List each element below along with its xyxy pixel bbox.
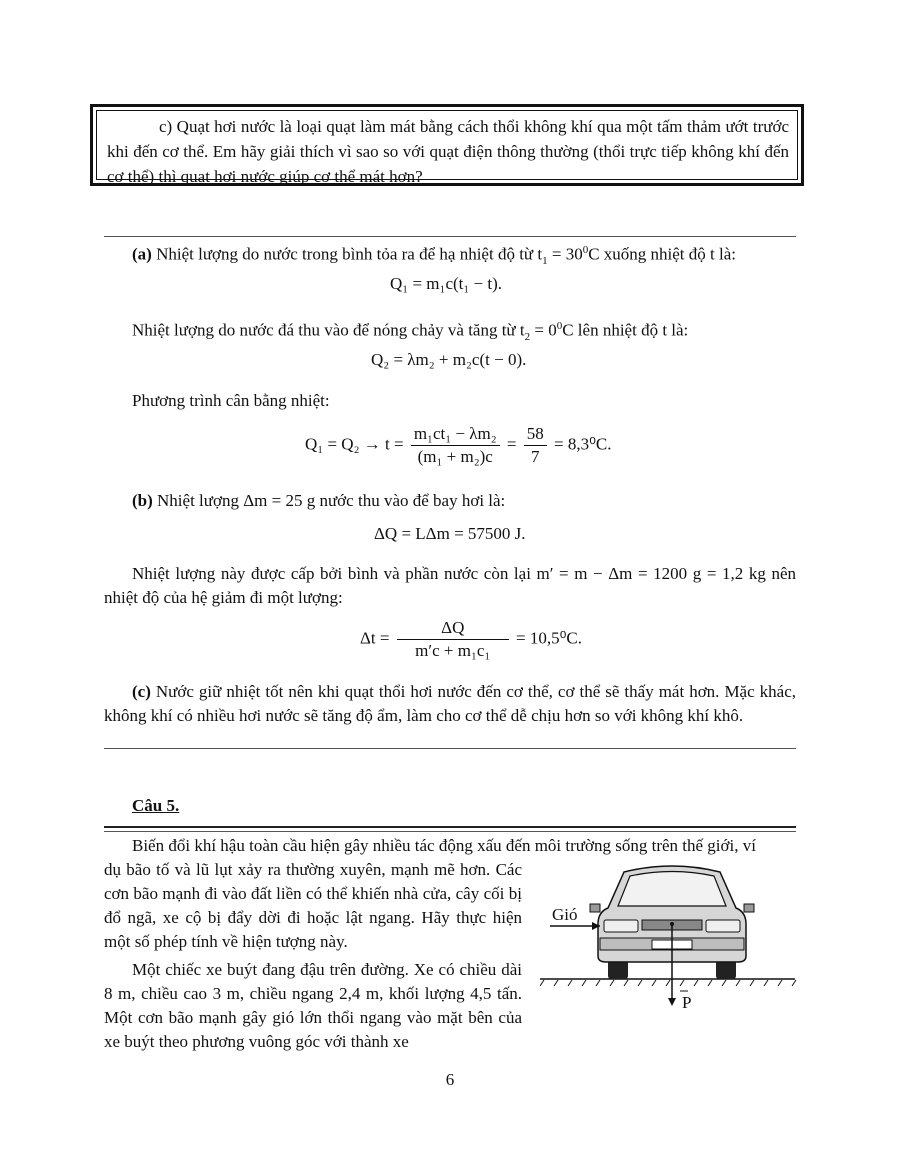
weight-label: P [682,993,692,1012]
weight-arrowhead [668,998,676,1006]
question-5-rule-2 [104,831,796,832]
page-number: 6 [445,1070,455,1089]
center-of-mass-dot [670,922,674,926]
equation-q1: Q₁ = m₁c(t₁ − t). [390,274,503,293]
equation-dt: Δt = $\frac{\Delta Q}{\text{m′c + m₁c₁}}$ = 10,5⁰C. [360,618,582,660]
wind-label: Gió [552,905,578,924]
bus-wind-figure [540,858,800,1028]
car-windshield [618,872,726,907]
equation-balance: Q₁ = Q₂ → t = $\frac{\text{m₁ct₁ − λm₂}}{\text{(m₁ + m₂)c}}$ = $\frac{58}{7}$ = 8,3⁰C. [305,424,612,466]
right-headlight [706,920,740,932]
solution-c: (c) Nước giữ nhiệt tốt nên khi quạt thổi hơi nước đến cơ thể, cơ thể sẽ thấy mát hơn. Mặc khác, không khí có nhiều hơi nước sẽ tăng độ ẩm, làm cho cơ thể dễ chịu hơn so với không khí khô. [104,682,796,725]
solution-a-line-2: Nhiệt lượng do nước đá thu vào để nóng chảy và tăng từ $t_2 = 0^0C$ lên nhiệt độ t là: [132,320,689,344]
solution-b-line-1: (b) Nhiệt lượng Δm = 25 g nước thu vào để bay hơi là: [132,491,506,510]
left-mirror [590,904,600,912]
solution-b-line-2: Nhiệt lượng này được cấp bởi bình và phần nước còn lại m′ = m − Δm = 1200 g = 1,2 kg nên nhiệt độ của hệ giảm đi một lượng: [104,564,796,607]
question-5-paragraph-1: dụ bão tố và lũ lụt xảy ra thường xuyên, mạnh mẽ hơn. Các cơn bão mạnh đi vào đất liền có thể khiến nhà cửa, cây cối bị đổ ngã, xe cộ bị đẩy dời đi hoặc lật ngang. Hãy thực hiện một số phép tính về hiện tượng này. [104,860,522,951]
question-5-intro: Biến đổi khí hậu toàn cầu hiện gây nhiều tác động xấu đến môi trường sống trên thế giới, ví [132,836,756,855]
question-text: c) Quạt hơi nước là loại quạt làm mát bằng cách thổi không khí qua một tấm thảm ướt trước khi đến cơ thể. Em hãy giải thích vì sao so với quạt điện thông thường (thổi trực tiếp không khí đến cơ thể) thì quạt hơi nước giúp cơ thể mát hơn? [107,117,789,186]
solution-a-line-1: (a) Nhiệt lượng do nước trong bình tỏa ra để hạ nhiệt độ từ $t_1 = 30^0C$ xuống nhiệt độ t là: [132,244,736,268]
equation-dq: ΔQ = LΔm = 57500 J. [374,524,526,543]
solution-bottom-rule [104,748,796,749]
question-5-paragraph-2: Một chiếc xe buýt đang đậu trên đường. Xe có chiều dài 8 m, chiều cao 3 m, chiều ngang 2,4 m, khối lượng 4,5 tấn. Một cơn bão mạnh gây gió lớn thổi ngang vào mặt bên của xe buýt theo phương vuông góc với thành xe [104,960,522,1051]
question-5-title: Câu 5. [132,796,180,815]
equation-q2: Q₂ = λm₂ + m₂c(t − 0). [371,350,527,369]
question-5-rule-1 [104,826,796,828]
question-box [90,104,804,186]
ground-hatching [540,980,796,986]
right-mirror [744,904,754,912]
left-headlight [604,920,638,932]
solution-a-line-3: Phương trình cân bằng nhiệt: [132,391,330,410]
solution-top-rule [104,236,796,237]
